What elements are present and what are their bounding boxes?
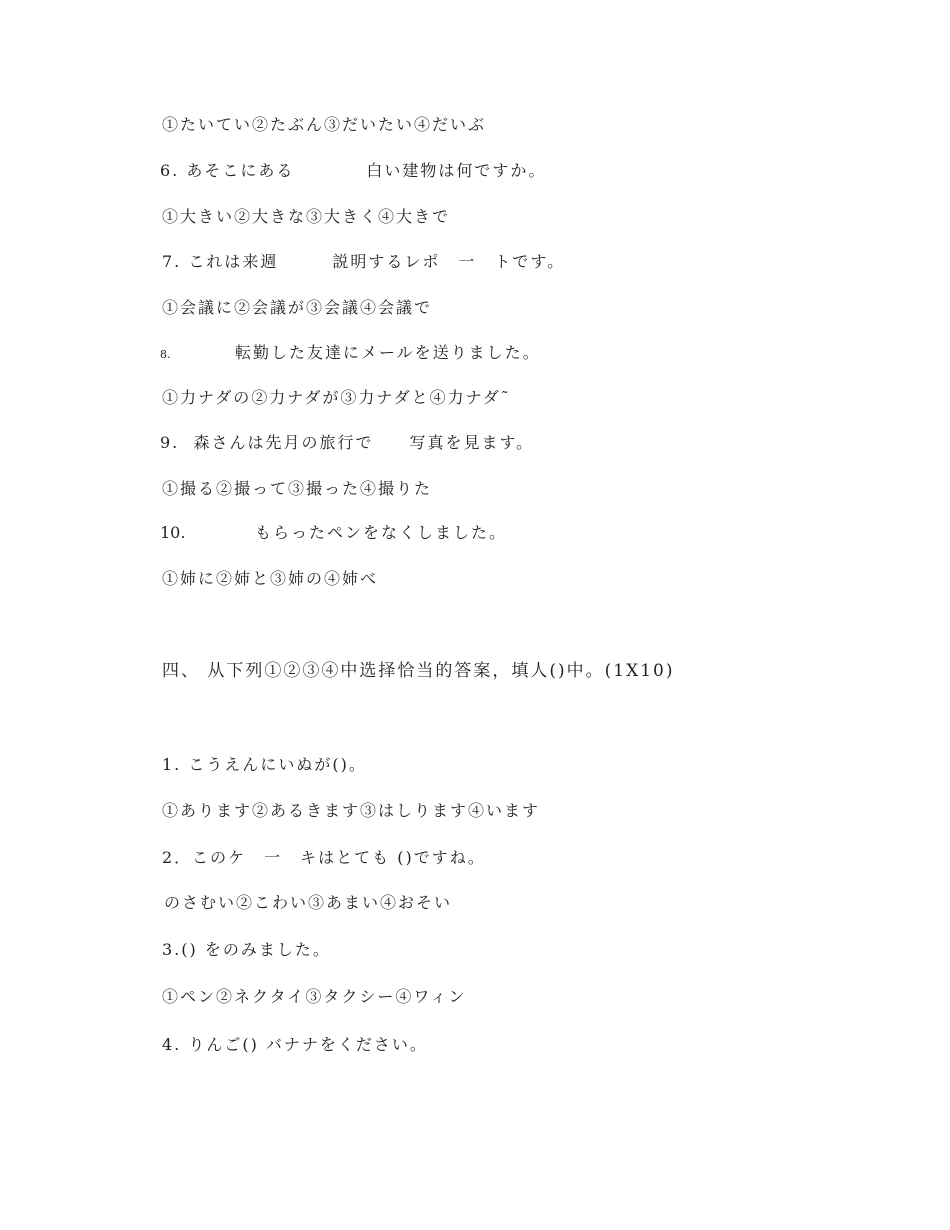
q10-options: ①姉に②姉と③姉の④姉べ <box>162 569 379 588</box>
q5-options: ①たいてい②たぶん③だいたい④だいぶ <box>162 115 487 134</box>
s4-q3-question: 3.() をのみました。 <box>162 940 331 959</box>
s4-q1-options: ①あります②あるきます③はしります④います <box>162 801 541 820</box>
q8-options: ①力ナダの②力ナダが③力ナダと④力ナダ˜ <box>162 388 511 407</box>
q8-question: 転勤した友達にメールを送りました。 <box>235 343 541 362</box>
q10-question: もらったペンをなくしました。 <box>255 523 508 542</box>
q8-number: 8. <box>160 348 171 361</box>
s4-q2-question: 2．このケ 一 キはとても ()ですね。 <box>162 848 486 867</box>
q6-question: 6. あそこにある 白い建物は何ですか。 <box>160 161 547 180</box>
section4-heading: 四、 从下列①②③④中选择恰当的答案，填人()中。(1X10) <box>162 661 675 681</box>
q10-number: 10. <box>160 523 186 542</box>
s4-q1-question: 1. こうえんにいぬが()。 <box>162 755 367 774</box>
q7-options: ①会議に②会議が③会議④会議で <box>162 298 433 317</box>
q7-question: 7. これは来週 説明するレポ 一 トです。 <box>162 252 566 271</box>
q6-options: ①大きい②大きな③大きく④大きで <box>162 207 451 226</box>
q9-options: ①撮る②撮って③撮った④撮りた <box>162 479 433 498</box>
s4-q4-question: 4. りんご() バナナをください。 <box>162 1035 428 1054</box>
s4-q3-options: ①ペン②ネクタイ③タクシー④ワィン <box>162 987 467 1006</box>
q9-question: 9. 森さんは先月の旅行で 写真を見ます。 <box>160 433 535 452</box>
s4-q2-options: のさむい②こわい③あまい④おそい <box>164 893 453 912</box>
